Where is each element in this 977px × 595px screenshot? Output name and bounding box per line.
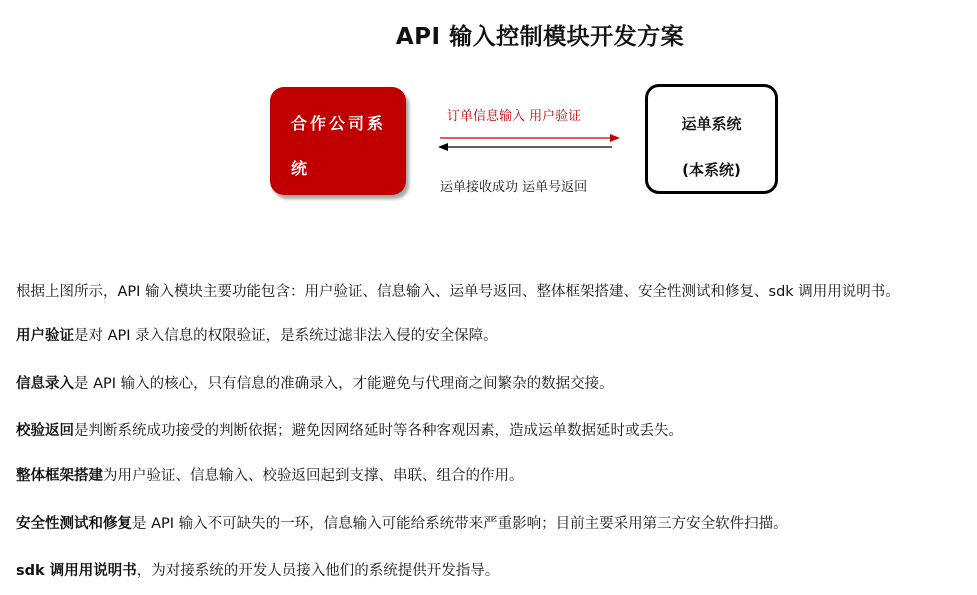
partner-label-line1: 合作公司系 [291,114,387,133]
partner-label-line2: 统 [291,159,311,178]
back-arrow-label: 运单接收成功 运单号返回 [440,180,588,195]
paragraph-sdk-manual [16,561,499,581]
system-label-line2: (本系统) [682,161,741,179]
paragraph-text: 是 API 输入不可缺失的一环，信息输入可能给系统带来严重影响；目前主要采用第三方安全软件扫描。 [132,516,788,532]
paragraph-text: ，为对接系统的开发人员接入他们的系统提供开发指导。 [136,563,500,579]
forward-arrow [440,134,620,142]
paragraph-term: sdk 调用用说明书 [16,563,137,579]
intro-text: 根据上图所示，API 输入模块主要功能包含：用户验证、信息输入、运单号返回、整体框架搭建、安全性测试和修复、sdk 调用用说明书。 [16,284,900,300]
paragraph-verify-return [16,421,683,441]
paragraph-text: 是 API 输入的核心，只有信息的准确录入，才能避免与代理商之间繁杂的数据交接。 [74,376,614,392]
paragraph-security [16,514,788,534]
intro-paragraph [16,282,900,302]
paragraph-info-entry [16,374,614,394]
paragraph-framework [16,466,524,486]
paragraph-term: 校验返回 [16,423,74,439]
waybill-system-box [645,84,778,194]
paragraph-term: 用户验证 [16,328,74,344]
partner-company-box [270,87,406,195]
paragraph-user-auth [16,326,498,346]
page-title: API 输入控制模块开发方案 [395,24,685,50]
forward-arrow-label: 订单信息输入 用户验证 [447,109,582,124]
paragraph-term: 信息录入 [16,376,74,392]
back-arrow [438,143,612,151]
paragraph-term: 安全性测试和修复 [16,516,132,532]
system-label-line1: 运单系统 [681,115,742,133]
paragraph-text: 为用户验证、信息输入、校验返回起到支撑、串联、组合的作用。 [103,468,524,484]
paragraph-text: 是判断系统成功接受的判断依据；避免因网络延时等各种客观因素，造成运单数据延时或丢失。 [74,423,683,439]
flow-arrows [430,128,630,158]
paragraph-text: 是对 API 录入信息的权限验证，是系统过滤非法入侵的安全保障。 [74,328,498,344]
paragraph-term: 整体框架搭建 [16,468,103,484]
